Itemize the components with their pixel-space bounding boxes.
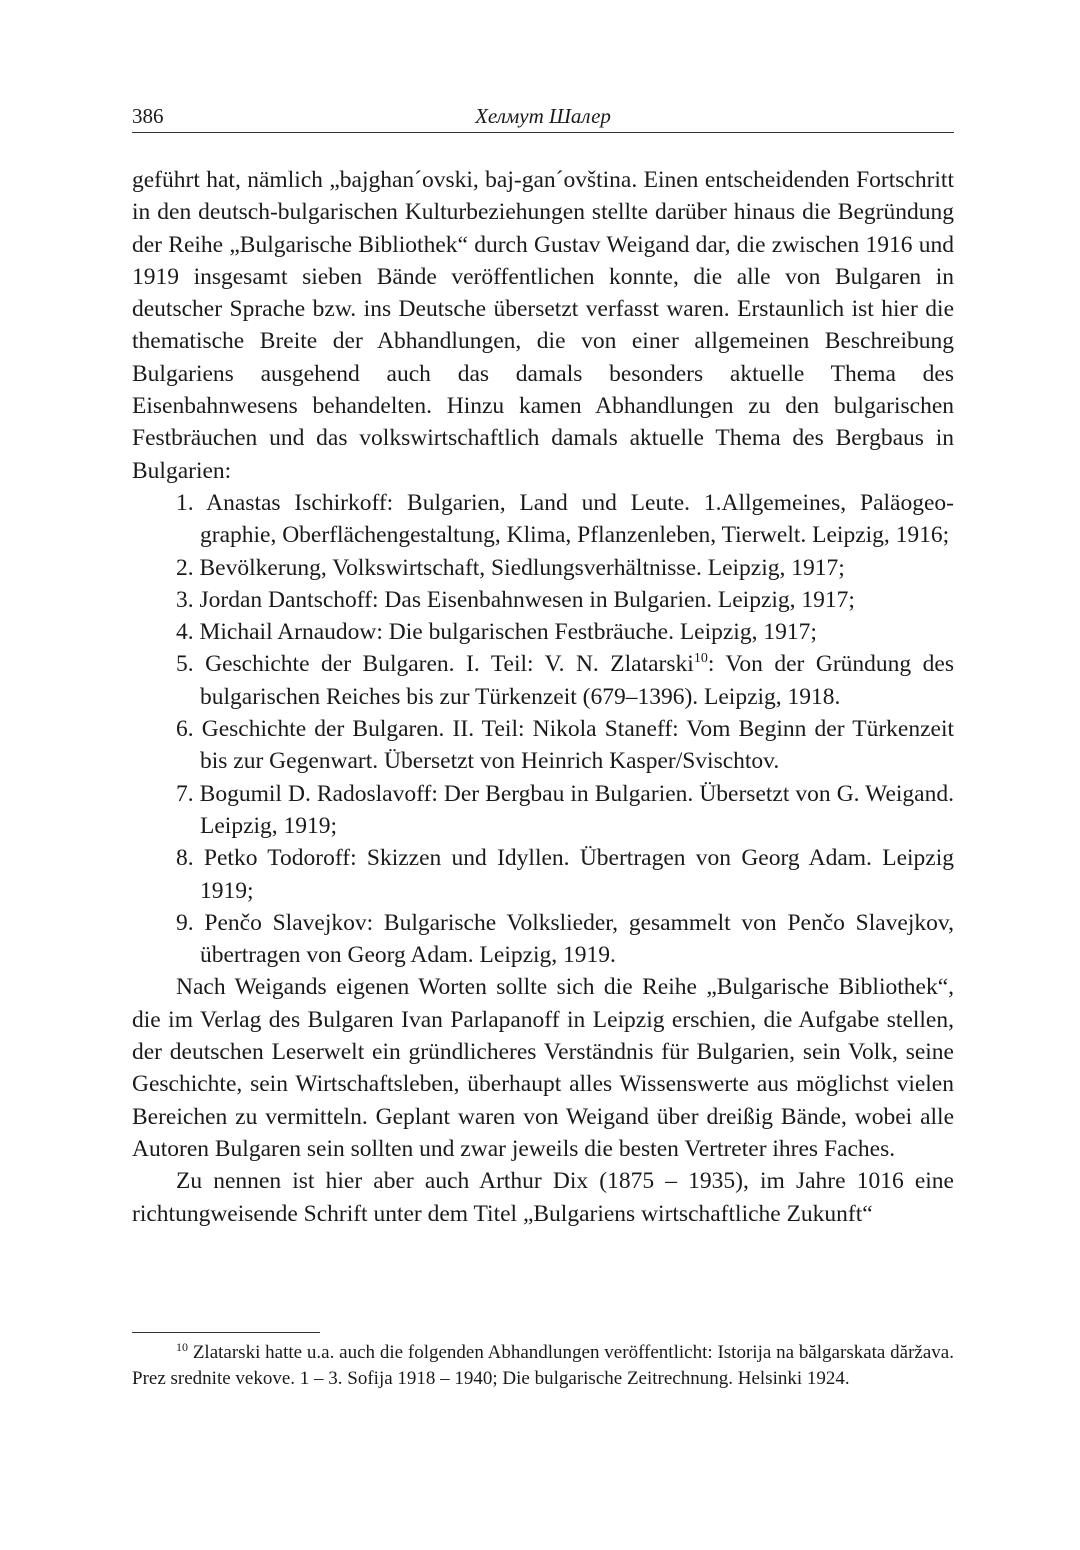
- page-number: 386: [132, 104, 164, 128]
- list-item: 6. Geschichte der Bulgaren. II. Teil: Nikola Staneff: Vom Beginn der Türkenzeit bis zur Gegenwart. Übersetzt von Heinrich Kasper/Svischtov.: [176, 716, 954, 775]
- list-item: 3. Jordan Dantschoff: Das Eisenbahnwesen in Bulgarien. Leipzig, 1917;: [176, 586, 855, 613]
- list-item-text: 5. Geschichte der Bulgaren. I. Teil: V. N. Zlatarski: [176, 651, 694, 678]
- list-item: [176, 648, 954, 713]
- paragraph: Nach Weigands eigenen Worten sollte sich die Reihe „Bulgarische Bibliothek“, die im Verlag des Bulgaren Ivan Parlapanoff in Leipzig erschien, die Aufgabe stellen, der deutschen Leserwelt ein gründlicheres Verständnis für Bulgarien, sein Volk, seine Geschichte, sein Wirtschaftsleben, überhaupt alles Wissenswerte aus möglichst vielen Bereichen zu vermitteln. Geplant waren von Weigand über dreißig Bände, wobei alle Autoren Bulgaren sein sollten und zwar jeweils die besten Vertreter ihres Faches.: [132, 974, 954, 1162]
- list-item: 8. Petko Todoroff: Skizzen und Idyllen. Übertragen von Georg Adam. Leipzig 1919;: [176, 845, 954, 904]
- paragraph: geführt hat, nämlich „bajghan´ovski, baj-gan´ovština. Einen entscheidenden Fortschritt in den deutsch-bulgarischen Kulturbeziehungen stellte darüber hinaus die Begründung der Reihe „Bulgarische Bibliothek“ durch Gustav Weigand dar, die zwischen 1916 und 1919 insgesamt sieben Bände veröffentlichen konnte, die alle von Bulgaren in deutscher Sprache bzw. ins Deutsche übersetzt verfasst waren. Erstaunlich ist hier die thematische Breite der Abhandlungen, die von einer allgemeinen Beschreibung Bulgariens ausgehend auch das damals besonders aktuelle Thema des Eisenbahnwesens behandelten. Hinzu kamen Abhandlungen zu den bulgarischen Festbräuchen und das volkswirtschaftlich damals aktuelle Thema des Bergbaus in Bulgarien:: [132, 167, 954, 484]
- list-item: 7. Bogumil D. Radoslavoff: Der Bergbau in Bulgarien. Übersetzt von G. Weigand. Leipzig, 1919;: [176, 780, 954, 839]
- footnote-text: Zlatarski hatte u.a. auch die folgenden Abhandlungen veröffentlicht: Istorija na bălgarskata dăržava. Prez srednite vekove. 1 – 3. Sofija 1918 – 1940; Die bulgarische Zeitrechnung. Helsinki 1924.: [132, 1342, 954, 1389]
- list-item: 1. Anastas Ischirkoff: Bulgarien, Land und Leute. 1.Allgemeines, Paläogeographie, Oberflächengestaltung, Klima, Pflanzenleben, Tierwelt. Leipzig, 1916;: [176, 489, 954, 549]
- footnote: [132, 1340, 954, 1391]
- list-item: 4. Michail Arnaudow: Die bulgarischen Festbräuche. Leipzig, 1917;: [176, 619, 817, 646]
- list-item: 2. Bevölkerung, Volkswirtschaft, Siedlungsverhältnisse. Leipzig, 1917;: [176, 554, 845, 581]
- paragraph: Zu nennen ist hier aber auch Arthur Dix (1875 – 1935), im Jahre 1016 eine richtungweisende Schrift unter dem Titel „Bulgariens wirtschaftliche Zukunft“: [132, 1168, 954, 1227]
- footnote-number: 10: [176, 1340, 188, 1354]
- footnote-reference: 10: [693, 651, 708, 667]
- main-text: [132, 164, 954, 1230]
- running-title: Хелмут Шалер: [475, 104, 611, 128]
- list-item-text: : Von der Gründung des bulgarischen Reiches bis zur Türkenzeit (679–1396). Leipzig, 1918.: [200, 651, 954, 710]
- footnote-separator: [132, 1332, 320, 1333]
- page-header: [132, 100, 954, 133]
- list-item: 9. Penčo Slavejkov: Bulgarische Volkslieder, gesammelt von Penčo Slavejkov, übertragen von Georg Adam. Leipzig, 1919.: [176, 909, 954, 969]
- volume-list: [132, 487, 954, 971]
